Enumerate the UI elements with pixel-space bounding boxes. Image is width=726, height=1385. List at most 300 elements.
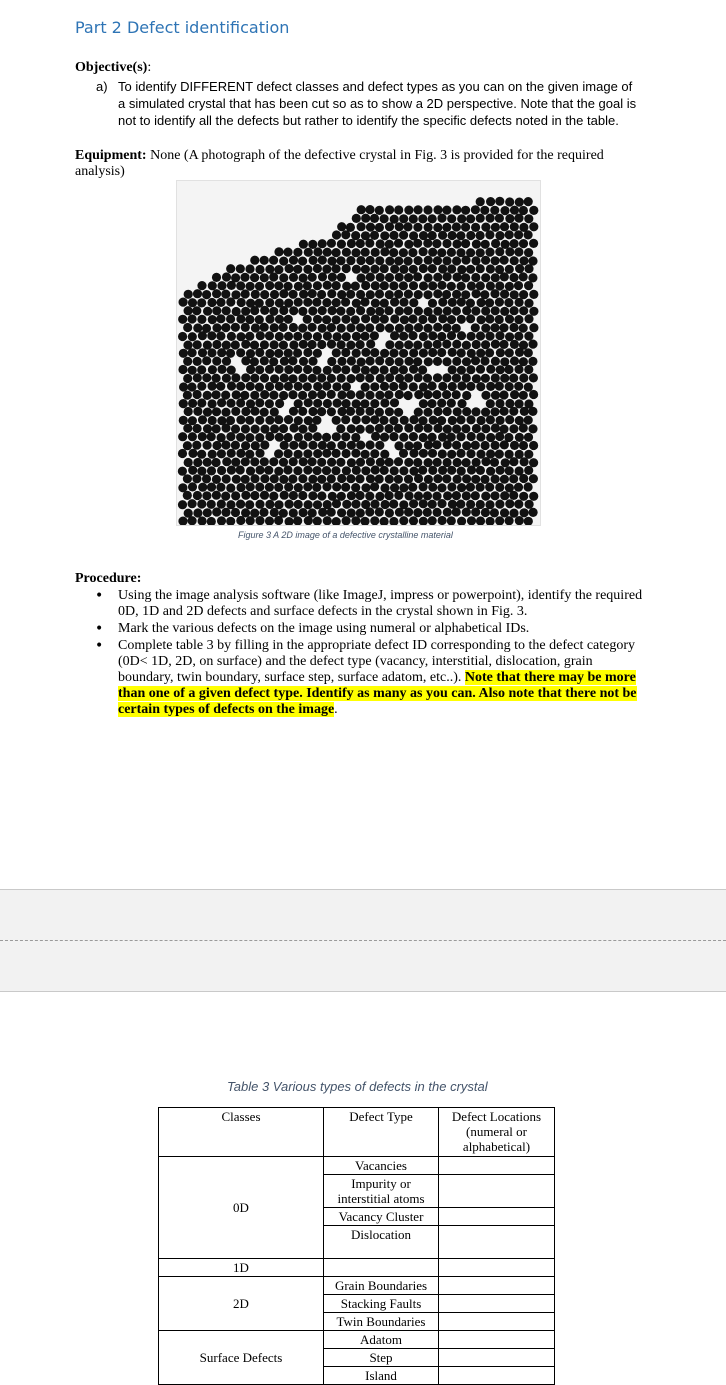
atom bbox=[529, 492, 538, 501]
atom bbox=[188, 399, 197, 408]
atom bbox=[260, 323, 269, 332]
atom bbox=[385, 458, 394, 467]
atom bbox=[232, 390, 241, 399]
atom bbox=[184, 509, 193, 518]
type-stacking-faults: Stacking Faults bbox=[324, 1295, 439, 1313]
atom bbox=[423, 408, 432, 417]
atom bbox=[452, 306, 461, 315]
atom bbox=[323, 399, 332, 408]
atom bbox=[352, 332, 361, 341]
atom bbox=[419, 449, 428, 458]
atom bbox=[341, 365, 350, 374]
atom bbox=[466, 449, 475, 458]
atom bbox=[303, 281, 312, 290]
atom bbox=[413, 508, 422, 517]
atom bbox=[279, 475, 288, 484]
atom bbox=[187, 382, 196, 391]
atom bbox=[399, 265, 408, 274]
atom bbox=[270, 290, 279, 299]
atom bbox=[284, 299, 293, 308]
atom bbox=[485, 483, 494, 492]
atom bbox=[500, 206, 509, 215]
atom bbox=[241, 289, 250, 298]
atom bbox=[432, 390, 441, 399]
atom bbox=[202, 474, 211, 483]
atom bbox=[509, 323, 518, 332]
atom bbox=[510, 356, 519, 365]
atom bbox=[395, 357, 404, 366]
atom bbox=[423, 239, 432, 248]
atom bbox=[279, 341, 288, 350]
atom bbox=[519, 223, 528, 232]
atom bbox=[241, 373, 250, 382]
atom bbox=[193, 373, 202, 382]
atom bbox=[328, 273, 337, 282]
atom bbox=[432, 492, 441, 501]
location-cell[interactable] bbox=[439, 1313, 555, 1331]
atom bbox=[246, 382, 255, 391]
atom bbox=[183, 441, 192, 450]
atom bbox=[514, 315, 523, 324]
location-cell[interactable] bbox=[439, 1349, 555, 1367]
atom bbox=[371, 281, 380, 290]
atom bbox=[466, 483, 475, 492]
atom bbox=[452, 507, 461, 516]
atom bbox=[424, 440, 433, 449]
atom bbox=[284, 433, 293, 442]
atom bbox=[365, 374, 374, 383]
atom bbox=[495, 214, 504, 223]
atom bbox=[327, 289, 336, 298]
atom bbox=[303, 365, 312, 374]
atom bbox=[356, 290, 365, 299]
atom bbox=[327, 374, 336, 383]
atom bbox=[342, 282, 351, 291]
atom bbox=[447, 482, 456, 491]
atom bbox=[389, 281, 398, 290]
atom bbox=[313, 315, 322, 324]
atom bbox=[303, 449, 312, 458]
section-heading: Part 2 Defect identification bbox=[75, 18, 290, 37]
atom bbox=[352, 399, 361, 408]
atom bbox=[384, 424, 393, 433]
atom bbox=[529, 239, 538, 248]
atom bbox=[293, 248, 302, 257]
type-vacancy-cluster: Vacancy Cluster bbox=[324, 1208, 439, 1226]
atom bbox=[269, 457, 278, 466]
atom bbox=[528, 273, 537, 282]
atom bbox=[304, 416, 313, 425]
atom bbox=[399, 214, 408, 223]
atom bbox=[265, 331, 274, 340]
atom bbox=[419, 332, 428, 341]
atom bbox=[274, 281, 283, 290]
type-adatom: Adatom bbox=[324, 1331, 439, 1349]
atom bbox=[303, 382, 312, 391]
atom bbox=[433, 223, 442, 232]
atom bbox=[495, 450, 504, 459]
atom bbox=[437, 416, 446, 425]
location-cell[interactable] bbox=[439, 1226, 555, 1259]
atom bbox=[428, 449, 437, 458]
atom bbox=[275, 399, 284, 408]
atom bbox=[495, 298, 504, 307]
equipment-label: Equipment: bbox=[75, 148, 147, 163]
atom bbox=[524, 214, 533, 223]
atom bbox=[428, 483, 437, 492]
atom bbox=[203, 508, 212, 517]
atom bbox=[453, 407, 462, 416]
atom bbox=[332, 482, 341, 491]
atom bbox=[193, 508, 202, 517]
atom bbox=[341, 483, 350, 492]
atom bbox=[255, 516, 264, 525]
atom bbox=[236, 264, 245, 273]
atom bbox=[529, 206, 538, 215]
atom bbox=[394, 457, 403, 466]
atom bbox=[231, 273, 240, 282]
atom bbox=[356, 239, 365, 248]
atom bbox=[245, 450, 254, 459]
atom bbox=[289, 323, 298, 332]
atom bbox=[385, 290, 394, 299]
atom bbox=[288, 356, 297, 365]
atom bbox=[375, 206, 384, 215]
atom bbox=[514, 247, 523, 256]
atom bbox=[332, 281, 341, 290]
atom bbox=[395, 306, 404, 315]
atom bbox=[380, 264, 389, 273]
atom bbox=[471, 223, 480, 232]
atom bbox=[442, 206, 451, 215]
equipment-line bbox=[75, 148, 635, 180]
atom bbox=[390, 466, 399, 475]
location-cell[interactable] bbox=[439, 1259, 555, 1277]
location-cell[interactable] bbox=[439, 1208, 555, 1226]
atom bbox=[404, 240, 413, 249]
atom bbox=[208, 281, 217, 290]
atom bbox=[400, 416, 409, 425]
atom bbox=[452, 424, 461, 433]
atom bbox=[524, 482, 533, 491]
atom bbox=[510, 290, 519, 299]
atom bbox=[337, 324, 346, 333]
atom bbox=[236, 332, 245, 341]
atom bbox=[352, 415, 361, 424]
atom bbox=[309, 256, 318, 265]
location-cell[interactable] bbox=[439, 1157, 555, 1175]
atom bbox=[485, 298, 494, 307]
atom bbox=[260, 425, 269, 434]
atom bbox=[447, 399, 456, 408]
atom bbox=[452, 441, 461, 450]
atom bbox=[491, 373, 500, 382]
atom bbox=[250, 374, 259, 383]
atom bbox=[352, 265, 361, 274]
atom bbox=[519, 256, 528, 265]
atom bbox=[385, 257, 394, 266]
atom bbox=[495, 399, 504, 408]
location-cell[interactable] bbox=[439, 1175, 555, 1208]
atom bbox=[260, 390, 269, 399]
atom bbox=[380, 398, 389, 407]
atom bbox=[390, 265, 399, 274]
atom bbox=[197, 315, 206, 324]
atom bbox=[466, 314, 475, 323]
atom bbox=[510, 256, 519, 265]
atom bbox=[471, 306, 480, 315]
atom bbox=[371, 299, 380, 308]
atom bbox=[289, 306, 298, 315]
atom bbox=[491, 306, 500, 315]
atom bbox=[208, 416, 217, 425]
atom bbox=[361, 450, 370, 459]
atom bbox=[207, 466, 216, 475]
atom bbox=[333, 332, 342, 341]
atom bbox=[437, 348, 446, 357]
atom bbox=[505, 265, 514, 274]
atom bbox=[323, 500, 332, 509]
atom bbox=[222, 357, 231, 366]
atom bbox=[255, 315, 264, 324]
atom bbox=[432, 239, 441, 248]
atom bbox=[288, 374, 297, 383]
atom bbox=[322, 381, 331, 390]
atom bbox=[452, 256, 461, 265]
atom bbox=[308, 374, 317, 383]
atom bbox=[394, 424, 403, 433]
atom bbox=[178, 365, 187, 374]
atom bbox=[466, 299, 475, 308]
atom bbox=[260, 290, 269, 299]
atom bbox=[317, 458, 326, 467]
atom bbox=[251, 425, 260, 434]
atom bbox=[193, 491, 202, 500]
location-cell[interactable] bbox=[439, 1277, 555, 1295]
atom bbox=[443, 491, 452, 500]
atom bbox=[366, 290, 375, 299]
atom bbox=[294, 433, 303, 442]
atom bbox=[399, 516, 408, 525]
atom bbox=[226, 500, 235, 509]
atom bbox=[419, 482, 428, 491]
atom bbox=[424, 475, 433, 484]
atom bbox=[375, 408, 384, 417]
atom bbox=[375, 424, 384, 433]
atom bbox=[501, 458, 510, 467]
atom bbox=[366, 339, 375, 348]
objective-label: a) bbox=[96, 79, 108, 94]
atom bbox=[500, 290, 509, 299]
atom bbox=[486, 399, 495, 408]
atom bbox=[275, 315, 284, 324]
atom bbox=[217, 516, 226, 525]
atom bbox=[337, 240, 346, 249]
atom bbox=[361, 483, 370, 492]
atom bbox=[476, 214, 485, 223]
atom bbox=[476, 281, 485, 290]
atom bbox=[495, 331, 504, 340]
atom bbox=[231, 441, 240, 450]
atom bbox=[318, 324, 327, 333]
atom bbox=[495, 483, 504, 492]
atom bbox=[212, 323, 221, 332]
atom bbox=[528, 357, 537, 366]
atom bbox=[226, 314, 235, 323]
atom bbox=[303, 315, 312, 324]
atom bbox=[207, 500, 216, 509]
atom bbox=[222, 474, 231, 483]
atom bbox=[452, 340, 461, 349]
atom bbox=[423, 491, 432, 500]
atom bbox=[524, 314, 533, 323]
atom bbox=[442, 323, 451, 332]
atom bbox=[509, 474, 518, 483]
atom bbox=[365, 323, 374, 332]
atom bbox=[221, 492, 230, 501]
atom bbox=[505, 399, 514, 408]
atom bbox=[337, 340, 346, 349]
atom bbox=[524, 365, 533, 374]
atom bbox=[491, 441, 500, 450]
atom bbox=[226, 416, 235, 425]
atom bbox=[414, 290, 423, 299]
atom bbox=[385, 324, 394, 333]
atom bbox=[409, 265, 418, 274]
atom bbox=[499, 340, 508, 349]
atom bbox=[308, 457, 317, 466]
atom bbox=[227, 366, 236, 375]
atom bbox=[389, 432, 398, 441]
atom bbox=[184, 306, 193, 315]
atom bbox=[259, 508, 268, 517]
atom bbox=[337, 222, 346, 231]
atom bbox=[275, 382, 284, 391]
atom bbox=[341, 415, 350, 424]
atom bbox=[317, 340, 326, 349]
atom bbox=[485, 348, 494, 357]
atom bbox=[419, 382, 428, 391]
atom bbox=[414, 256, 423, 265]
atom bbox=[524, 517, 533, 525]
atom bbox=[198, 432, 207, 441]
atom bbox=[505, 499, 514, 508]
atom bbox=[207, 483, 216, 492]
atom bbox=[356, 256, 365, 265]
atom bbox=[510, 206, 519, 215]
atom bbox=[203, 441, 212, 450]
atom bbox=[491, 423, 500, 432]
location-cell[interactable] bbox=[439, 1295, 555, 1313]
atom bbox=[370, 331, 379, 340]
atom bbox=[481, 391, 490, 400]
atom bbox=[251, 323, 260, 332]
atom bbox=[221, 508, 230, 517]
atom bbox=[198, 415, 207, 424]
atom bbox=[424, 458, 433, 467]
atom bbox=[198, 483, 207, 492]
location-cell[interactable] bbox=[439, 1367, 555, 1385]
atom bbox=[322, 298, 331, 307]
atom bbox=[414, 373, 423, 382]
atom bbox=[404, 391, 413, 400]
atom bbox=[226, 349, 235, 358]
atom bbox=[490, 508, 499, 517]
atom bbox=[299, 290, 308, 299]
atom bbox=[490, 491, 499, 500]
atom bbox=[447, 264, 456, 273]
atom bbox=[438, 231, 447, 240]
atom bbox=[452, 290, 461, 299]
atom bbox=[409, 382, 418, 391]
atom bbox=[226, 399, 235, 408]
atom bbox=[178, 449, 187, 458]
atom bbox=[380, 247, 389, 256]
atom bbox=[346, 307, 355, 316]
atom bbox=[471, 323, 480, 332]
atom bbox=[188, 416, 197, 425]
atom bbox=[289, 441, 298, 450]
atom bbox=[208, 399, 217, 408]
atom bbox=[500, 357, 509, 366]
atom bbox=[520, 508, 529, 517]
atom bbox=[279, 509, 288, 518]
atom bbox=[419, 264, 428, 273]
atom bbox=[414, 323, 423, 332]
atom bbox=[322, 466, 331, 475]
atom bbox=[399, 466, 408, 475]
atom bbox=[294, 382, 303, 391]
atom bbox=[515, 466, 524, 475]
atom bbox=[404, 458, 413, 467]
atom bbox=[433, 256, 442, 265]
atom bbox=[231, 491, 240, 500]
atom bbox=[486, 449, 495, 458]
atom bbox=[481, 374, 490, 383]
atom bbox=[332, 432, 341, 441]
atom bbox=[491, 340, 500, 349]
atom bbox=[448, 365, 457, 374]
atom bbox=[342, 264, 351, 273]
atom bbox=[255, 365, 264, 374]
atom bbox=[284, 415, 293, 424]
atom bbox=[447, 450, 456, 459]
atom bbox=[303, 332, 312, 341]
atom bbox=[188, 298, 197, 307]
atom bbox=[380, 315, 389, 324]
atom bbox=[486, 382, 495, 391]
atom bbox=[500, 374, 509, 383]
atom bbox=[351, 449, 360, 458]
atom bbox=[327, 458, 336, 467]
atom bbox=[193, 357, 202, 366]
atom bbox=[529, 458, 538, 467]
atom bbox=[308, 306, 317, 315]
atom bbox=[390, 483, 399, 492]
atom bbox=[231, 290, 240, 299]
atom bbox=[308, 390, 317, 399]
atom bbox=[457, 315, 466, 324]
atom bbox=[491, 239, 500, 248]
atom bbox=[423, 374, 432, 383]
location-cell[interactable] bbox=[439, 1331, 555, 1349]
atom bbox=[428, 381, 437, 390]
atom bbox=[404, 423, 413, 432]
atom bbox=[505, 450, 514, 459]
atom bbox=[476, 500, 485, 509]
atom bbox=[269, 256, 278, 265]
atom bbox=[361, 500, 370, 509]
